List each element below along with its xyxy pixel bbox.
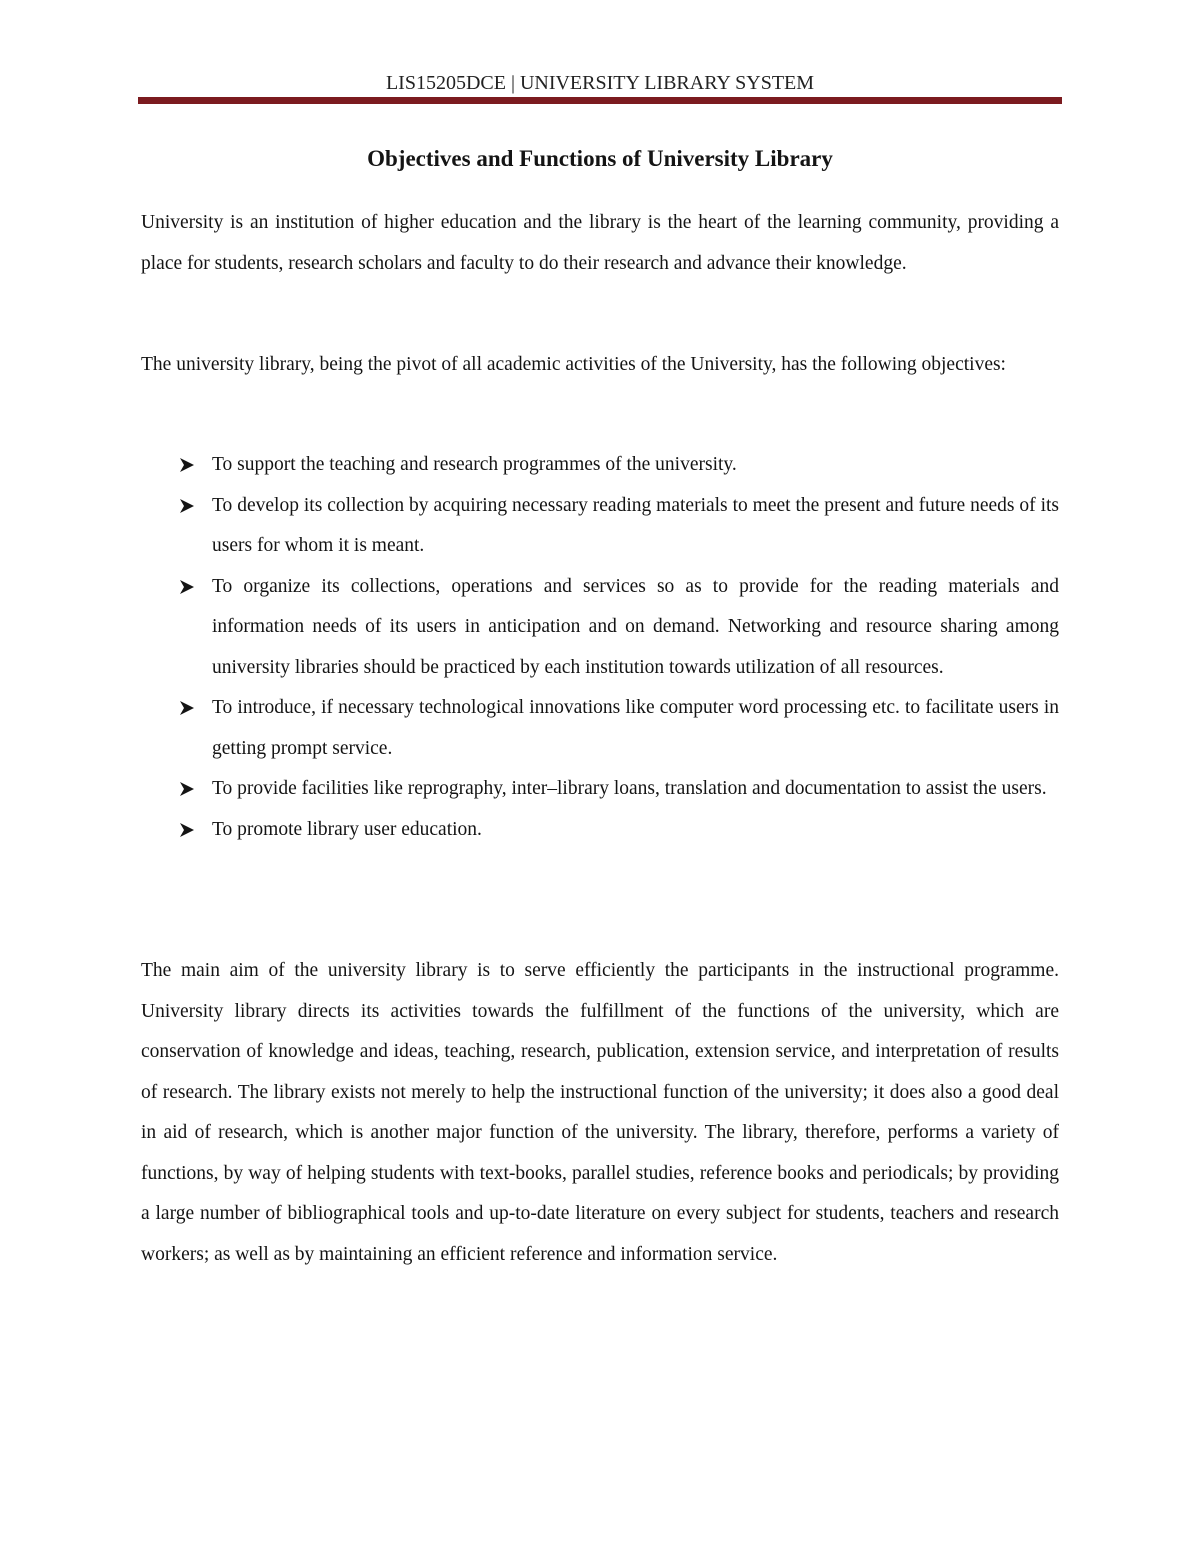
arrowhead-bullet-icon <box>179 781 195 797</box>
running-header: LIS15205DCE | UNIVERSITY LIBRARY SYSTEM <box>385 72 815 94</box>
objective-text: To support the teaching and research programmes of the university. <box>212 454 737 475</box>
objective-text: To develop its collection by acquiring necessary reading materials to meet the present and future needs of its users for whom it is meant. <box>212 494 1059 556</box>
objective-item <box>141 688 1059 769</box>
arrowhead-bullet-icon <box>179 498 195 514</box>
objectives-lead-paragraph: The university library, being the pivot of all academic activities of the University, has the following objectives: <box>141 354 1006 375</box>
objective-item <box>141 810 1059 851</box>
objective-item <box>141 486 1059 567</box>
page-title: Objectives and Functions of University Library <box>367 146 833 171</box>
objective-text: To introduce, if necessary technological innovations like computer word processing etc. to facilitate users in getting prompt service. <box>212 697 1059 759</box>
arrowhead-bullet-icon <box>179 700 195 716</box>
closing-paragraph: The main aim of the university library is to serve efficiently the participants in the instructional programme. University library directs its activities towards the fulfillment of the functions of the university, which are conservation of knowledge and ideas, teaching, research, publication, extension service, and interpretation of results of research. The library exists not merely to help the instructional function of the university; it does also a good deal in aid of research, which is another major function of the university. The library, therefore, performs a variety of functions, by way of helping students with text-books, parallel studies, reference books and periodicals; by providing a large number of bibliographical tools and up-to-date literature on every subject for students, teachers and research workers; as well as by maintaining an efficient reference and information service. <box>141 960 1059 1265</box>
objective-text: To promote library user education. <box>212 818 482 840</box>
objective-text: To provide facilities like reprography, inter–library loans, translation and documentation to assist the users. <box>212 778 1047 799</box>
arrowhead-bullet-icon <box>179 579 195 595</box>
objective-item <box>141 445 1059 486</box>
arrowhead-bullet-icon <box>179 457 195 473</box>
objective-item <box>141 567 1059 689</box>
objective-text: To organize its collections, operations and services so as to provide for the reading materials and information needs of its users in anticipation and on demand. Networking and resource sharing among university libraries should be practiced by each institution towards utilization of all resources. <box>212 575 1059 678</box>
intro-paragraph: University is an institution of higher education and the library is the heart of the learning community, providing a place for students, research scholars and faculty to do their research and advance their knowledge. <box>141 212 1059 274</box>
objective-item <box>141 769 1059 810</box>
objectives-list <box>141 445 1059 850</box>
arrowhead-bullet-icon <box>179 822 195 838</box>
header-rule <box>138 97 1062 104</box>
